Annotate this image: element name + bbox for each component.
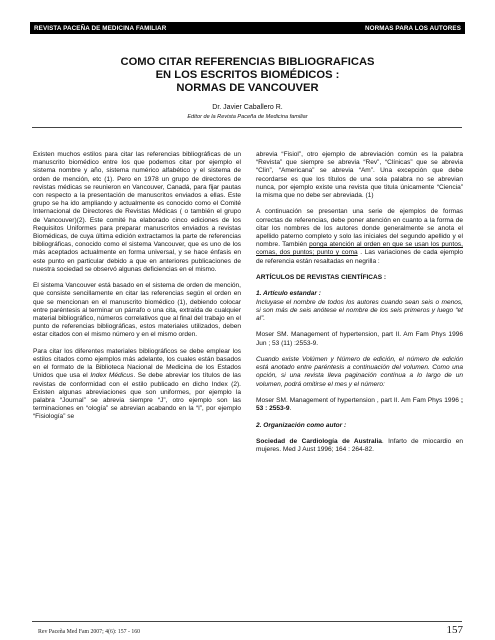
author-name: Dr. Javier Caballero R. <box>212 104 283 111</box>
page-number: 157 <box>446 624 463 636</box>
example-title: 1. Artículo estandar : <box>256 290 321 298</box>
section-name: NORMAS PARA LOS AUTORES <box>364 24 461 32</box>
underlined-text: ponga atención al orden en que se usan los puntos, comas, dos puntos; punto y coma <box>256 241 463 257</box>
footer-citation: Rev Paceña Med Fam 2007; 4(6): 157 - 160 <box>38 629 141 635</box>
example-note: Cuando existe Volúmen y Número de edición, el número de edición está anotado entre paréntesis a continuación del volumen. Como una opción, si una revista lleva paginación contínua a lo largo de un volumen, podrá omitirse el mes y el número: <box>256 356 463 388</box>
title-divider <box>32 127 462 128</box>
reference-example: Moser SM. Management of hypertension, part II. Am Fam Phys 1996 Jun ; 53 (11) :2553-9. <box>256 331 463 347</box>
article-title <box>30 56 465 95</box>
title-line-2: EN LOS ESCRITOS BIOMÉDICOS : <box>155 69 340 81</box>
paragraph: A continuación se presentan una serie de ejemplos de formas correctas de referencias, debe poner atención en cuanto a la forma de citar los nombres de los autores donde generalmente se anota el apellido paterno completo y solo las iniciales del segundo apellido y el nombre. También ponga atención al orden en que se usan los puntos, comas, dos puntos; punto y coma . Las variaciones de cada ejemplo de referencia están resaltadas en negrilla : <box>256 208 463 265</box>
title-line-3: NORMAS DE VANCOUVER <box>176 82 319 94</box>
index-medicus-text: Index Médicus <box>90 372 134 380</box>
example-title: 2. Organización como autor : <box>256 421 347 429</box>
right-column <box>256 151 463 463</box>
author-affiliation: Editor de la Revista Paceña de Medicina familiar <box>187 114 308 120</box>
paragraph: El sistema Vancouver está basado en el sistema de orden de mención, que consiste sencillamente en citar las referencias según el orden en que se mencionan en el manuscrito biomédico (1), debiendo colocar entre paréntesis al terminar un párrafo o una cita, extraída de cualquier material bibliográfico, números correlativos que al final del trabajo en el punto de referencias bibliográficas, estos materiales utilizados, deben estar citados con el mismo número y en el mismo orden. <box>33 282 241 339</box>
reference-example: Sociedad de Cardiología de Australia. Infarto de miocardio en mujeres. Med J Aust 1996; 164 : 264-82. <box>256 437 463 454</box>
paragraph: Existen muchos estilos para citar las referencias bibliográficas de un manuscrito biomédico entre los que podemos citar por ejemplo el sistema nombre y año, sistema numérico alfabético y el sistema de orden de mención, etc (1). Pero en 1978 un grupo de directores de revistas médicas se reunieron en Vancouver, Canadá, para fijar pautas con respecto a la presentación de manuscritos enviados a ellas. Este grupo se ha ido ampliando y actualmente es conocido como el Comité Internacional de Directores de Revistas Médicas ( o también el grupo de Vancouver)(2). Este comité ha elaborado cinco ediciones de los Requisitos Uniformes para preparar manuscritos enviados a revistas Biomédicas, de cuya última edición extractamos la parte de referencias bibliográficas, conocido como el sistema Vancouver, que es uno de los más aceptados actualmente en forma universal, y se hace énfasis en este punto en particular debido a que en anteriores publicaciones de nuestra sociedad se observó algunas deficiencias en el mismo. <box>33 151 241 273</box>
paragraph: abrevia “Fisiol”, otro ejemplo de abreviación común es la palabra “Revista” que siempre se abrevia “Rev”, “Clínicas” que se abrevia “Clin”, “Americana” se abrevia “Am”. Una excepción que debe recordarse es que los títulos de una sola palabra no se abrevian nunca, por ejemplo existe una revista que titula únicamente “Ciencia” la misma que no debe ser abreviada. (1) <box>256 151 463 200</box>
example-description: Incluyase el nombre de todos los autores cuando sean seis o menos, si son más de seis anótese el nombre de los seis primeros y luego “et al”. <box>256 298 463 323</box>
paragraph: Para citar los diferentes materiales bibliográficos se debe emplear los estilos citados como ejemplos más adelante, los cuales están basados en el formato de la Biblioteca Nacional de Medicina de los Estados Unidos que usa el Index Médicus. Se debe abreviar los títulos de las revistas de conformidad con el estilo publicado en dicho Index (2). Existen algunas abreviaciones que son uniformes, por ejemplo la palabra “Journal” se abrevia siempre “J”, otro ejemplo son las terminaciones en “ología” se abrevian acabando en la “l”, por ejemplo “Fisiología” se <box>33 347 242 421</box>
journal-header-bar <box>30 22 465 34</box>
footer-divider <box>32 621 462 622</box>
left-column <box>33 151 241 422</box>
reference-example: Moser SM. Management of hypertension , part II. Am Fam Phys 1996 ; 53 : 2553-9. <box>256 397 463 413</box>
section-heading: ARTÍCULOS DE REVISTAS CIENTÍFICAS : <box>256 274 387 282</box>
journal-name: REVISTA PACEÑA DE MEDICINA FAMILIAR <box>34 24 167 32</box>
title-line-1: COMO CITAR REFERENCIAS BIBLIOGRAFICAS <box>120 56 375 68</box>
